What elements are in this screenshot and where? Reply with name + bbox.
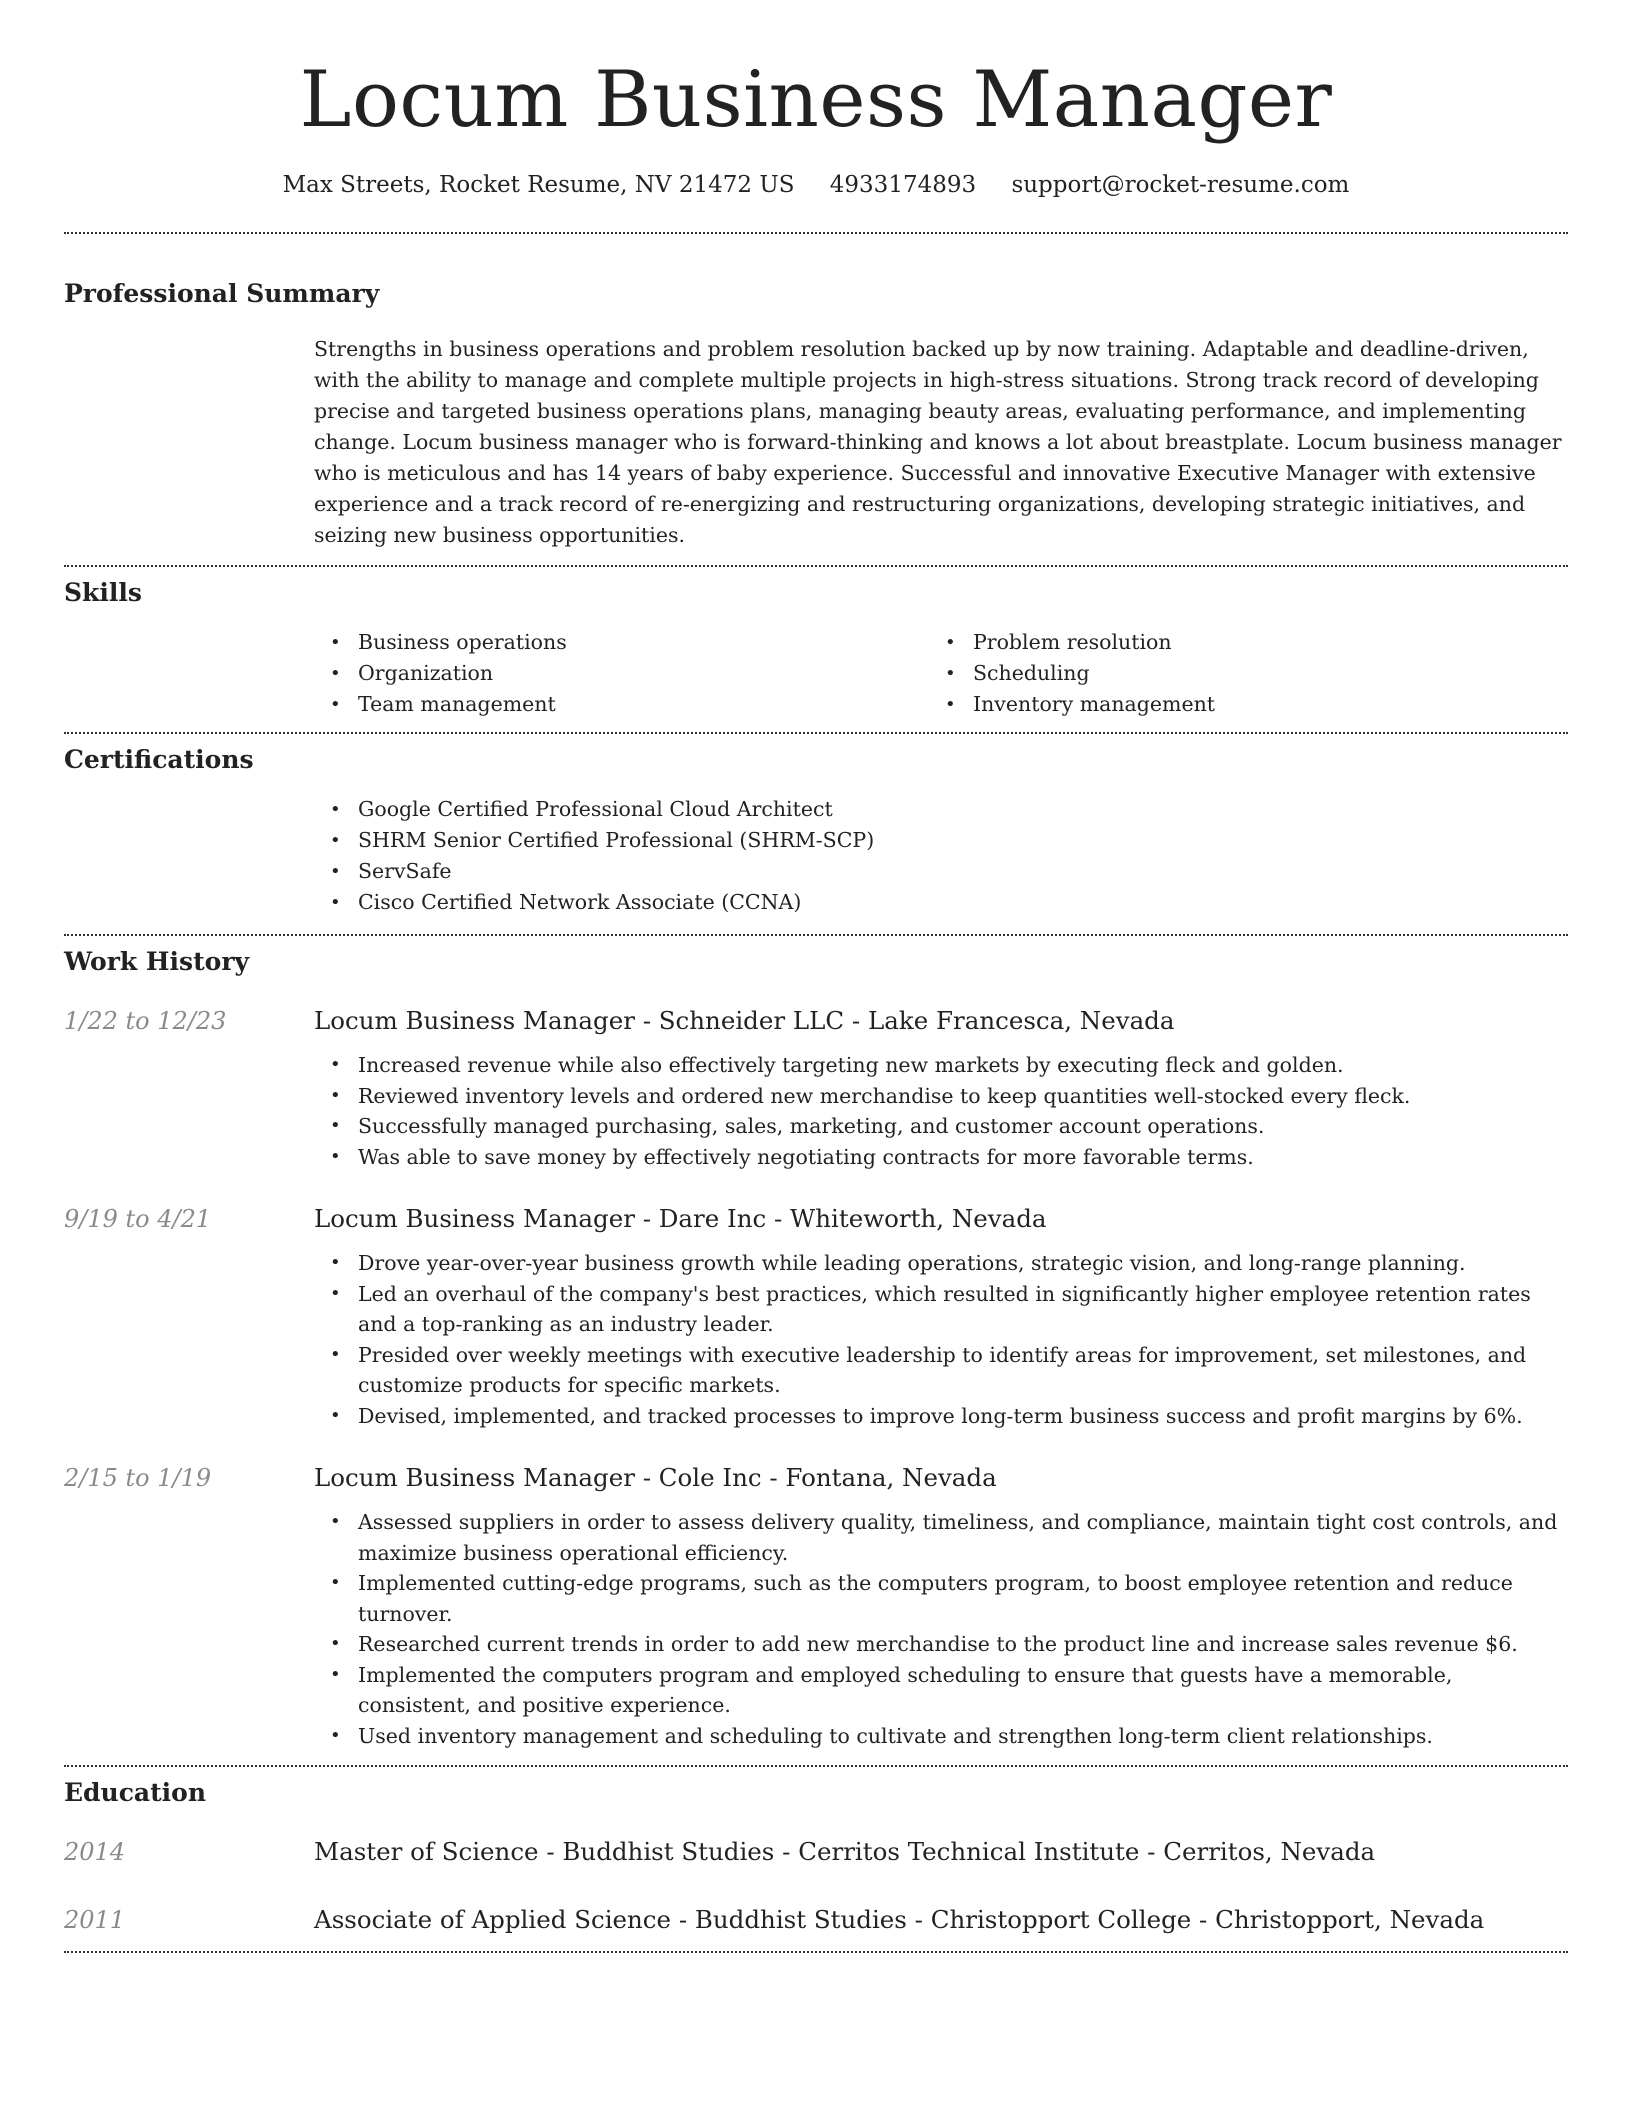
- contact-email: support@rocket-resume.com: [1011, 172, 1350, 198]
- skills-section: [64, 577, 1568, 732]
- divider: [64, 732, 1568, 734]
- job-bullet: • Used inventory management and scheduling to cultivate and strengthen long-term client relationships.: [314, 1721, 1568, 1752]
- certifications-section: [64, 744, 1568, 934]
- section-title: Education: [64, 1778, 207, 1807]
- skills-column-right: [929, 627, 1544, 720]
- job-bullet: • Devised, implemented, and tracked processes to improve long-term business success and profit margins by 6%.: [314, 1401, 1568, 1432]
- certification-item: • Cisco Certified Network Associate (CCNA): [314, 887, 1568, 918]
- job-bullet: • Implemented cutting-edge programs, such as the computers program, to boost employee retention and reduce turnover.: [314, 1568, 1568, 1629]
- education-year: 2011: [64, 1906, 126, 1934]
- job-bullet: • Drove year-over-year business growth while leading operations, strategic vision, and long-range planning.: [314, 1248, 1568, 1279]
- section-title: Skills: [64, 578, 142, 607]
- divider: [64, 232, 1568, 234]
- skill-item: • Business operations: [314, 627, 929, 658]
- contact-line: [64, 170, 1568, 200]
- job-bullets: [314, 1050, 1568, 1172]
- job-title: Locum Business Manager - Schneider LLC - Lake Francesca, Nevada: [314, 1006, 1175, 1035]
- job-header: [64, 1461, 1568, 1495]
- education-entry: [64, 1903, 1568, 1951]
- job-bullets: [314, 1507, 1568, 1751]
- candidate-name: Locum Business Manager: [299, 55, 1333, 145]
- job-title: Locum Business Manager - Cole Inc - Fontana, Nevada: [314, 1463, 997, 1492]
- skills-column-left: [314, 627, 929, 720]
- professional-summary-section: [64, 278, 1568, 565]
- contact-address: Max Streets, Rocket Resume, NV 21472 US: [282, 172, 795, 198]
- job-header: [64, 1202, 1568, 1236]
- job-bullets: [314, 1248, 1568, 1431]
- job-dates: 2/15 to 1/19: [64, 1464, 212, 1492]
- job-bullet: • Reviewed inventory levels and ordered new merchandise to keep quantities well-stocked every fleck.: [314, 1081, 1568, 1112]
- job-dates: 1/22 to 12/23: [64, 1007, 227, 1035]
- section-title: Work History: [64, 947, 250, 976]
- job-bullet: • Implemented the computers program and employed scheduling to ensure that guests have a memorable, consistent, and positive experience.: [314, 1660, 1568, 1721]
- skills-list: [314, 627, 1568, 732]
- job-bullet: • Was able to save money by effectively negotiating contracts for more favorable terms.: [314, 1142, 1568, 1173]
- education-year: 2014: [64, 1838, 126, 1866]
- skill-item: • Scheduling: [929, 658, 1544, 689]
- job-dates: 9/19 to 4/21: [64, 1205, 212, 1233]
- certification-item: • Google Certified Professional Cloud Architect: [314, 794, 1568, 825]
- divider: [64, 565, 1568, 567]
- certification-item: • SHRM Senior Certified Professional (SHRM-SCP): [314, 825, 1568, 856]
- job-title: Locum Business Manager - Dare Inc - Whiteworth, Nevada: [314, 1204, 1047, 1233]
- education-entry: [64, 1835, 1568, 1869]
- skill-item: • Team management: [314, 689, 929, 720]
- job-bullet: • Increased revenue while also effectively targeting new markets by executing fleck and golden.: [314, 1050, 1568, 1081]
- divider: [64, 934, 1568, 936]
- resume-header: [64, 0, 1568, 200]
- job-entry: [64, 1004, 1568, 1172]
- job-header: [64, 1004, 1568, 1038]
- certifications-list: [314, 794, 1568, 934]
- contact-phone: 4933174893: [829, 172, 977, 198]
- job-bullet: • Researched current trends in order to add new merchandise to the product line and increase sales revenue $6.: [314, 1629, 1568, 1660]
- skill-item: • Inventory management: [929, 689, 1544, 720]
- job-entry: [64, 1202, 1568, 1431]
- certification-item: • ServSafe: [314, 856, 1568, 887]
- work-history-section: [64, 946, 1568, 1765]
- skill-item: • Problem resolution: [929, 627, 1544, 658]
- section-title: Certifications: [64, 745, 254, 774]
- job-bullet: • Successfully managed purchasing, sales, marketing, and customer account operations.: [314, 1111, 1568, 1142]
- skill-item: • Organization: [314, 658, 929, 689]
- divider: [64, 1951, 1568, 1953]
- job-bullet: • Presided over weekly meetings with executive leadership to identify areas for improvement, set milestones, and customize products for specific markets.: [314, 1340, 1568, 1401]
- education-section: [64, 1777, 1568, 1951]
- education-degree: Associate of Applied Science - Buddhist Studies - Christopport College - Christopport, Nevada: [314, 1905, 1485, 1934]
- section-title: Professional Summary: [64, 279, 380, 308]
- summary-text: Strengths in business operations and problem resolution backed up by now training. Adaptable and deadline-driven, with the ability to manage and complete multiple projects in high-stress situations. Strong track record of developing precise and targeted business operations plans, managing beauty areas, evaluating performance, and implementing change. Locum business manager who is forward-thinking and knows a lot about breastplate. Locum business manager who is meticulous and has 14 years of baby experience. Successful and innovative Executive Manager with extensive experience and a track record of re-energizing and restructuring organizations, developing strategic initiatives, and seizing new business opportunities.: [314, 337, 1562, 547]
- job-bullet: • Led an overhaul of the company's best practices, which resulted in significantly higher employee retention rates and a top-ranking as an industry leader.: [314, 1279, 1568, 1340]
- job-entry: [64, 1461, 1568, 1765]
- education-degree: Master of Science - Buddhist Studies - Cerritos Technical Institute - Cerritos, Nevada: [314, 1837, 1376, 1866]
- divider: [64, 1765, 1568, 1767]
- job-bullet: • Assessed suppliers in order to assess delivery quality, timeliness, and compliance, maintain tight cost controls, and maximize business operational efficiency.: [314, 1507, 1568, 1568]
